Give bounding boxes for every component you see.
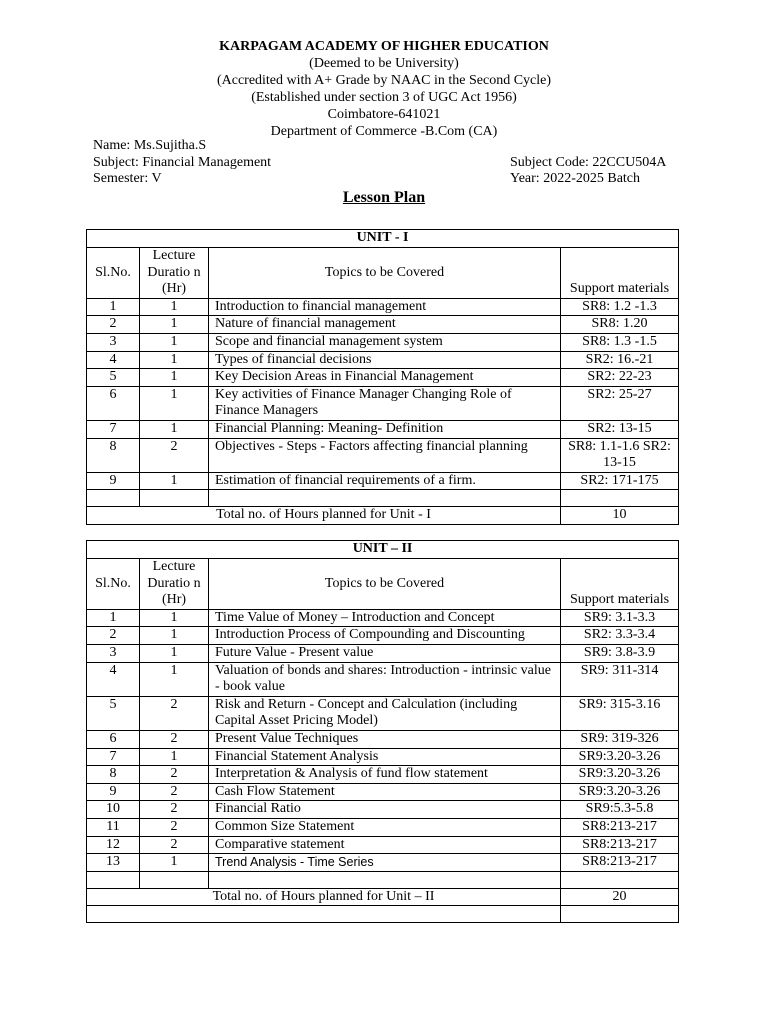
- row-support: SR9:3.20-3.26: [561, 766, 679, 784]
- row-topic: Future Value - Present value: [209, 644, 561, 662]
- row-topic: Key Decision Areas in Financial Management: [209, 369, 561, 387]
- row-topic: Estimation of financial requirements of a firm.: [209, 472, 561, 490]
- row-support: SR9:3.20-3.26: [561, 783, 679, 801]
- row-slno: 2: [87, 316, 140, 334]
- row-support: SR8: 1.1-1.6 SR2: 13-15: [561, 438, 679, 472]
- row-support: SR2: 3.3-3.4: [561, 627, 679, 645]
- row-topic: Key activities of Finance Manager Changing Role of Finance Managers: [209, 386, 561, 420]
- col-header-slno: Sl.No.: [87, 559, 140, 610]
- row-topic: Valuation of bonds and shares: Introduction - intrinsic value - book value: [209, 662, 561, 696]
- institution-header: [0, 38, 768, 140]
- row-topic: Trend Analysis - Time Series: [209, 854, 561, 872]
- row-slno: 8: [87, 438, 140, 472]
- row-duration: 1: [140, 386, 209, 420]
- table-row: [87, 420, 679, 438]
- row-support: SR8:213-217: [561, 854, 679, 872]
- row-duration: 2: [140, 696, 209, 730]
- unit-2-title: UNIT – II: [87, 541, 679, 559]
- row-slno: 6: [87, 386, 140, 420]
- total-row: [87, 507, 679, 525]
- table-row: [87, 609, 679, 627]
- row-support: SR8: 1.20: [561, 316, 679, 334]
- row-topic: Types of financial decisions: [209, 351, 561, 369]
- unit-1-title: UNIT - I: [87, 230, 679, 248]
- row-slno: 6: [87, 730, 140, 748]
- row-topic: Financial Ratio: [209, 801, 561, 819]
- total-hours: 20: [561, 888, 679, 906]
- row-duration: 1: [140, 472, 209, 490]
- row-topic: Cash Flow Statement: [209, 783, 561, 801]
- total-label: Total no. of Hours planned for Unit - I: [87, 507, 561, 525]
- col-header-topics: Topics to be Covered: [209, 559, 561, 610]
- table-row: [87, 298, 679, 316]
- row-duration: 2: [140, 730, 209, 748]
- col-header-topics: Topics to be Covered: [209, 248, 561, 299]
- total-hours: 10: [561, 507, 679, 525]
- row-slno: 3: [87, 644, 140, 662]
- subject-name: Subject: Financial Management: [93, 154, 272, 170]
- batch-year: Year: 2022-2025 Batch: [510, 171, 641, 187]
- header-line-established: (Established under section 3 of UGC Act 1956): [251, 90, 517, 105]
- institution-name: KARPAGAM ACADEMY OF HIGHER EDUCATION: [219, 39, 549, 54]
- row-topic: Objectives - Steps - Factors affecting financial planning: [209, 438, 561, 472]
- row-support: SR9:3.20-3.26: [561, 748, 679, 766]
- col-header-duration: Lecture Duratio n (Hr): [140, 248, 209, 299]
- table-row: [87, 438, 679, 472]
- row-slno: 11: [87, 818, 140, 836]
- course-meta: [93, 138, 693, 188]
- table-row: [87, 333, 679, 351]
- row-slno: 12: [87, 836, 140, 854]
- table-row: [87, 730, 679, 748]
- row-slno: 13: [87, 854, 140, 872]
- row-slno: 4: [87, 351, 140, 369]
- row-duration: 1: [140, 662, 209, 696]
- subject-code: Subject Code: 22CCU504A: [510, 154, 667, 170]
- row-support: SR9: 311-314: [561, 662, 679, 696]
- row-topic: Time Value of Money – Introduction and Concept: [209, 609, 561, 627]
- row-slno: 1: [87, 609, 140, 627]
- row-duration: 1: [140, 298, 209, 316]
- row-slno: 2: [87, 627, 140, 645]
- row-topic: Present Value Techniques: [209, 730, 561, 748]
- row-slno: 1: [87, 298, 140, 316]
- semester: Semester: V: [93, 171, 162, 187]
- col-header-slno: Sl.No.: [87, 248, 140, 299]
- row-duration: 2: [140, 801, 209, 819]
- col-header-duration: Lecture Duratio n (Hr): [140, 559, 209, 610]
- total-label: Total no. of Hours planned for Unit – II: [87, 888, 561, 906]
- row-support: SR2: 171-175: [561, 472, 679, 490]
- row-duration: 1: [140, 333, 209, 351]
- row-support: SR2: 22-23: [561, 369, 679, 387]
- row-slno: 3: [87, 333, 140, 351]
- row-slno: 8: [87, 766, 140, 784]
- row-support: SR2: 13-15: [561, 420, 679, 438]
- row-support: SR9: 3.8-3.9: [561, 644, 679, 662]
- row-topic: Scope and financial management system: [209, 333, 561, 351]
- table-row: [87, 351, 679, 369]
- row-support: SR2: 16.-21: [561, 351, 679, 369]
- row-slno: 5: [87, 696, 140, 730]
- table-row: [87, 748, 679, 766]
- table-row: [87, 854, 679, 872]
- table-row: [87, 644, 679, 662]
- blank-row: [87, 490, 679, 507]
- row-slno: 7: [87, 748, 140, 766]
- row-topic: Financial Statement Analysis: [209, 748, 561, 766]
- row-duration: 1: [140, 316, 209, 334]
- row-duration: 1: [140, 854, 209, 872]
- blank-row: [87, 906, 679, 923]
- row-slno: 7: [87, 420, 140, 438]
- table-row: [87, 783, 679, 801]
- row-slno: 9: [87, 783, 140, 801]
- header-line-department: Department of Commerce -B.Com (CA): [270, 124, 498, 139]
- unit-2-table: [86, 540, 679, 923]
- row-duration: 1: [140, 609, 209, 627]
- row-duration: 2: [140, 783, 209, 801]
- row-support: SR2: 25-27: [561, 386, 679, 420]
- table-row: [87, 472, 679, 490]
- table-row: [87, 627, 679, 645]
- row-topic: Introduction to financial management: [209, 298, 561, 316]
- table-row: [87, 369, 679, 387]
- row-slno: 10: [87, 801, 140, 819]
- total-row: [87, 888, 679, 906]
- row-support: SR8:213-217: [561, 818, 679, 836]
- row-duration: 2: [140, 836, 209, 854]
- row-topic: Risk and Return - Concept and Calculation (including Capital Asset Pricing Model): [209, 696, 561, 730]
- row-slno: 5: [87, 369, 140, 387]
- table-row: [87, 818, 679, 836]
- faculty-name: Name: Ms.Sujitha.S: [93, 138, 207, 153]
- header-line-accreditation: (Accredited with A+ Grade by NAAC in the Second Cycle): [216, 73, 552, 88]
- table-row: [87, 836, 679, 854]
- row-topic: Nature of financial management: [209, 316, 561, 334]
- col-header-support: Support materials: [561, 559, 679, 610]
- row-support: SR8: 1.2 -1.3: [561, 298, 679, 316]
- row-support: SR9:5.3-5.8: [561, 801, 679, 819]
- table-row: [87, 696, 679, 730]
- header-line-deemed: (Deemed to be University): [309, 56, 459, 71]
- row-duration: 1: [140, 644, 209, 662]
- row-duration: 1: [140, 627, 209, 645]
- table-row: [87, 766, 679, 784]
- row-duration: 1: [140, 351, 209, 369]
- table-row: [87, 386, 679, 420]
- blank-row: [87, 871, 679, 888]
- row-duration: 1: [140, 369, 209, 387]
- table-row: [87, 801, 679, 819]
- row-slno: 9: [87, 472, 140, 490]
- row-topic: Financial Planning: Meaning- Definition: [209, 420, 561, 438]
- row-duration: 2: [140, 766, 209, 784]
- row-duration: 2: [140, 438, 209, 472]
- header-line-city: Coimbatore-641021: [327, 107, 441, 122]
- row-topic: Interpretation & Analysis of fund flow statement: [209, 766, 561, 784]
- table-row: [87, 316, 679, 334]
- row-topic: Common Size Statement: [209, 818, 561, 836]
- row-duration: 2: [140, 818, 209, 836]
- row-topic: Introduction Process of Compounding and Discounting: [209, 627, 561, 645]
- lesson-plan-title: Lesson Plan: [342, 189, 426, 206]
- col-header-support: Support materials: [561, 248, 679, 299]
- table-row: [87, 662, 679, 696]
- row-duration: 1: [140, 748, 209, 766]
- row-support: SR8: 1.3 -1.5: [561, 333, 679, 351]
- row-topic: Comparative statement: [209, 836, 561, 854]
- unit-1-table: [86, 229, 679, 525]
- row-duration: 1: [140, 420, 209, 438]
- row-support: SR8:213-217: [561, 836, 679, 854]
- row-support: SR9: 319-326: [561, 730, 679, 748]
- row-slno: 4: [87, 662, 140, 696]
- row-support: SR9: 3.1-3.3: [561, 609, 679, 627]
- row-support: SR9: 315-3.16: [561, 696, 679, 730]
